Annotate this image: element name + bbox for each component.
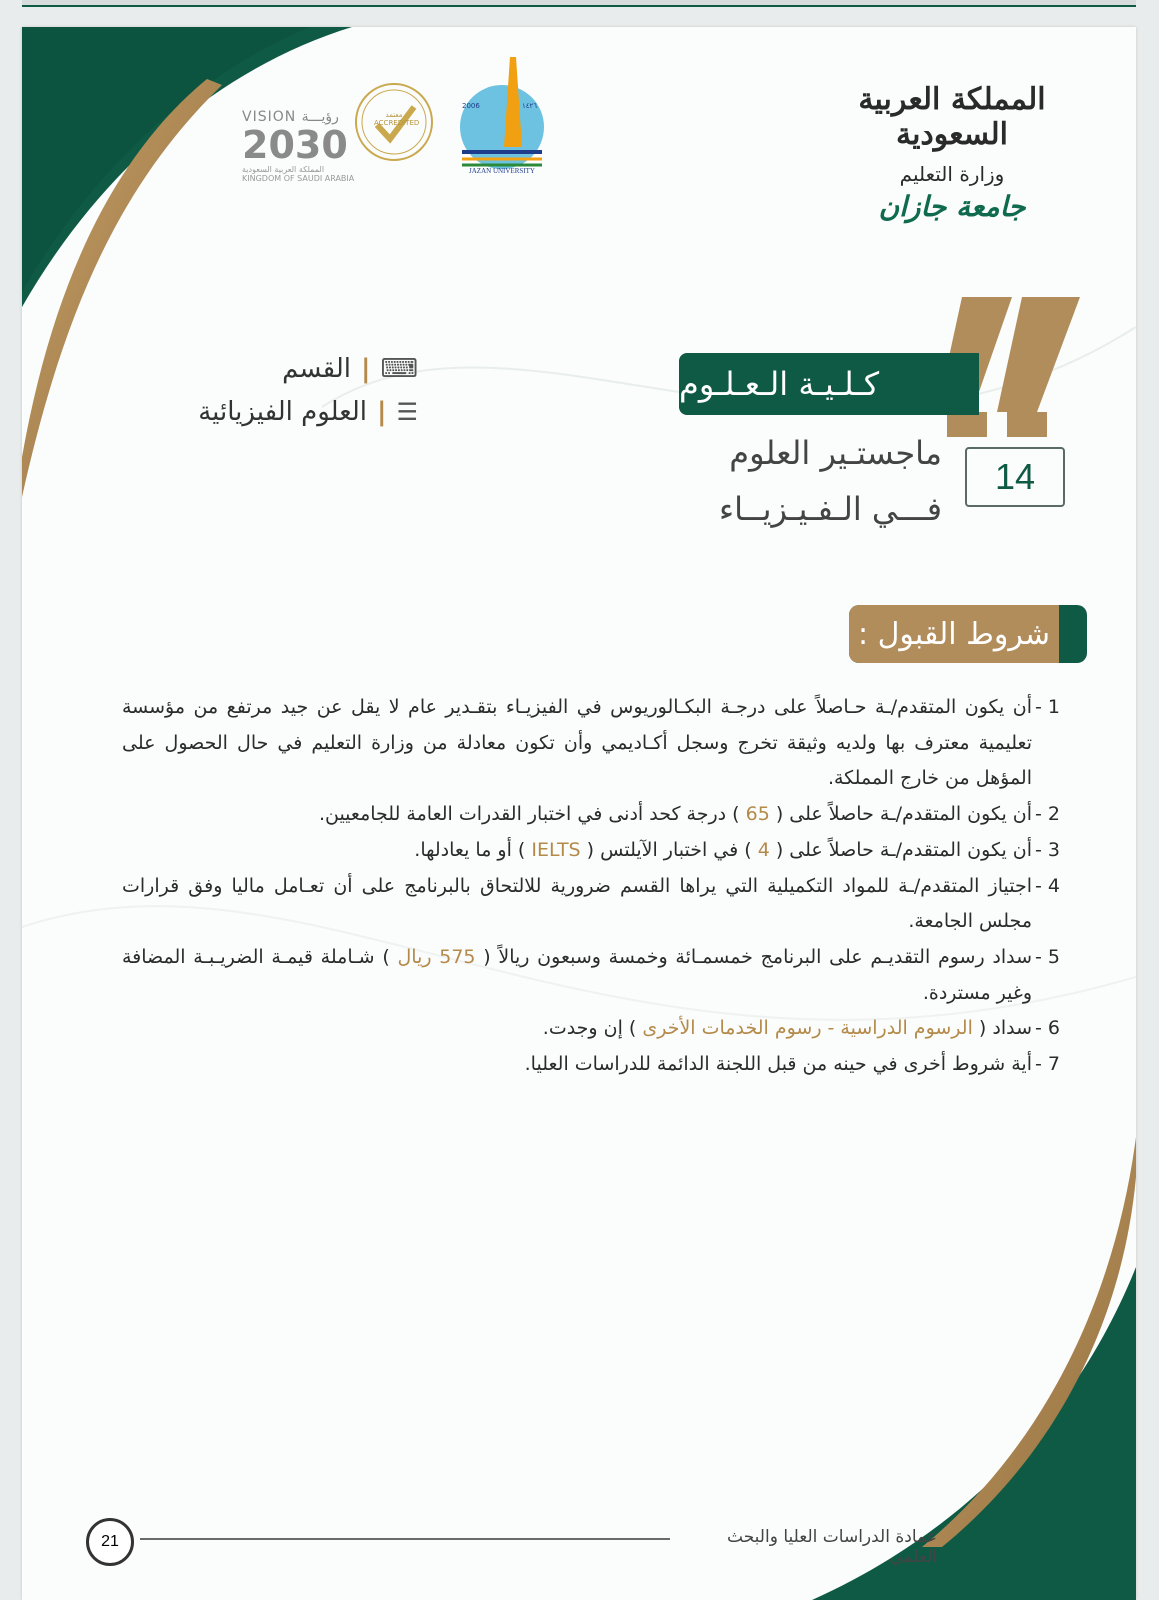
condition-text [122,869,1032,940]
condition-text-part: ) في اختبار الآيلتس ( [580,838,758,861]
jazan-university-logo: JAZAN UNIVERSITY [469,167,535,175]
document-page [22,27,1136,1600]
condition-number: 5 - [1035,945,1060,968]
condition-highlight: IELTS [531,838,581,861]
department-icon: ⌨ [380,354,418,384]
department-label: القسم [282,354,351,384]
condition-item [122,869,1060,940]
condition-text-part: أن يكون المتقدم/ـة حاصلاً على ( [769,838,1032,861]
footer-divider [140,1538,670,1540]
condition-text-part: أن يكون المتقدم/ـة حـاصلاً على درجـة البكـالوريوس في الفيزيـاء بتقـدير عام لا يقل عن جيد مرتفع من مؤسسة تعليمية معترف بها ولديه وثيقة تخرج وسجل أكـاديمي وأن تكون معادلة من وزارة التعليم في حال الحصول على المؤهل من خارج المملكة. [122,696,1032,790]
department-label-row: ⌨ | القسم [282,354,418,384]
condition-text-part: سداد ( [972,1017,1032,1040]
ministry-header [802,82,1102,223]
condition-number: 7 - [1035,1053,1060,1076]
condition-text-part: ) إن وجدت. [542,1017,643,1040]
previous-page-edge [22,0,1136,7]
college-title: كـلـيـة الـعـلـوم [679,353,979,415]
ministry-name: وزارة التعليم [899,162,1005,186]
condition-text-part: ) شـاملة قيمـة الضريـبـة المضافة وغير مستردة. [122,945,1032,1004]
condition-text [122,690,1032,797]
condition-item [122,690,1060,797]
condition-text [122,797,1032,833]
condition-number: 1 - [1035,696,1060,718]
department-name: العلوم الفيزيائية [198,397,367,427]
department-name-row: ☰ | العلوم الفيزيائية [198,397,418,427]
condition-number: 6 - [1035,1017,1060,1040]
admission-title: شروط القبول : [849,605,1059,663]
condition-highlight: 65 [745,803,770,826]
condition-number: 4 - [1035,874,1060,897]
condition-text-part: ) أو ما يعادلها. [414,838,532,861]
condition-number: 3 - [1035,838,1060,861]
university-name: جامعة جازان [878,190,1026,223]
footer-deanship: عمادة الدراسات العليا والبحث العلمي [727,1527,937,1567]
condition-highlight: 4 [757,838,770,861]
program-number: 14 [965,447,1065,507]
jazan-year: 2006 [462,102,480,110]
condition-text [122,940,1032,1011]
condition-text [122,833,1032,869]
condition-text [122,1011,1032,1047]
admission-conditions-list [122,690,1060,1083]
page-number: 21 [86,1518,134,1566]
condition-text-part: اجتياز المتقدم/ـة للمواد التكميلية التي يراها القسم ضرورية للالتحاق بالبرنامج على أن تعـامل ماليا وفق قرارات مجلس الجامعة. [122,874,1032,933]
condition-text-part: سداد رسوم التقديـم على البرنامج خمسمـائة وخمسة وسبعون ريالاً ( [475,945,1032,968]
kingdom-name: المملكة العربية السعودية [858,82,1046,152]
jazan-year-hijri: ١٤٢٦ [522,102,538,110]
condition-item [122,940,1060,1011]
condition-item [122,797,1060,833]
condition-text [122,1047,1032,1083]
condition-text-part: ) درجة كحد أدنى في اختبار القدرات العامة للجامعيين. [318,803,746,826]
condition-highlight: الرسوم الدراسية - رسوم الخدمات الأخرى [642,1017,973,1040]
condition-item [122,1047,1060,1083]
condition-text-part: أن يكون المتقدم/ـة حاصلاً على ( [769,803,1032,826]
accredited-badge: معتمد ACCREDITED [374,111,420,127]
condition-item [122,1011,1060,1047]
program-title: ماجستـير العلوم فـــي الـفـيـزيــاء [719,434,942,528]
condition-text-part: أية شروط أخرى في حينه من قبل اللجنة الدائمة للدراسات العليا. [524,1053,1032,1076]
vision-2030-logo: VISION رؤيـــة 2030 المملكة العربية السعودية KINGDOM OF SAUDI ARABIA [242,109,355,183]
condition-item [122,833,1060,869]
books-icon: ☰ [396,398,418,426]
condition-highlight: 575 ريال [397,945,476,968]
condition-number: 2 - [1035,803,1060,826]
